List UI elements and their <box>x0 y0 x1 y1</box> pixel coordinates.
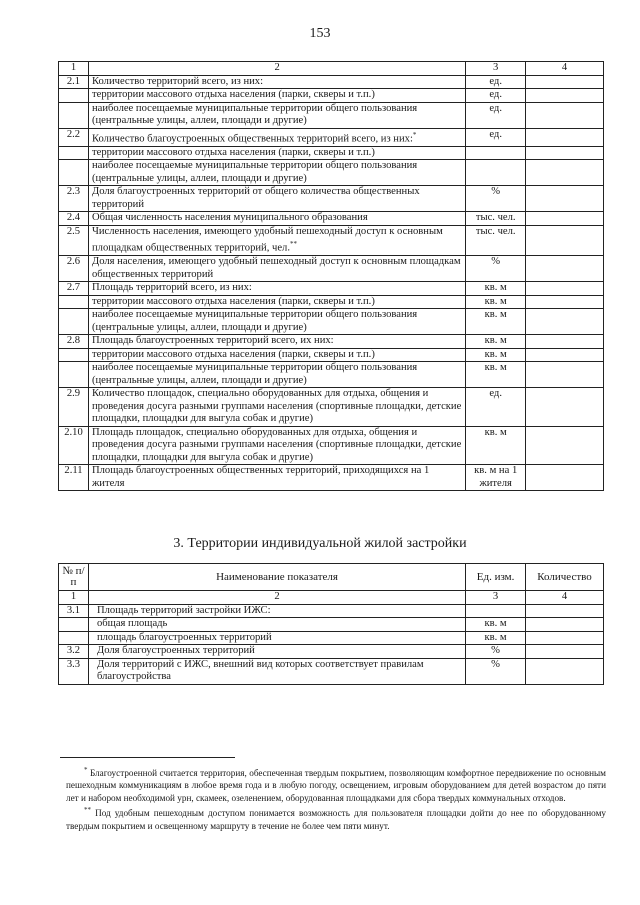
row-name-text: территории массового отдыха населения (парки, скверы и т.п.) <box>91 348 375 360</box>
table-row <box>59 631 604 645</box>
row-unit-text: кв. м <box>484 282 507 294</box>
row-value <box>526 282 604 296</box>
row-unit <box>466 335 526 349</box>
row-value <box>526 75 604 89</box>
row-number-text: 2.4 <box>66 212 81 224</box>
row-name-text: наиболее посещаемые муниципальные территории общего пользования (центральные улицы, аллеи, площади и другие) <box>91 160 418 184</box>
index-cell <box>526 62 604 76</box>
row-name <box>88 128 465 146</box>
row-value <box>526 225 604 256</box>
row-name <box>88 89 465 103</box>
row-unit-text: тыс. чел. <box>475 225 516 237</box>
page-number: 153 <box>309 26 331 41</box>
row-value <box>526 102 604 128</box>
row-name <box>88 618 465 632</box>
row-number-text: 2.2 <box>66 128 81 140</box>
row-name <box>88 282 465 296</box>
row-unit-text: тыс. чел. <box>475 212 516 224</box>
row-name-text: Доля благоустроенных территорий <box>96 645 255 656</box>
row-name <box>88 309 465 335</box>
row-number <box>59 160 89 186</box>
row-value <box>526 160 604 186</box>
row-unit-text: кв. м <box>484 348 507 360</box>
row-name <box>88 388 465 427</box>
index-cell <box>88 62 465 76</box>
table-row <box>59 282 604 296</box>
row-unit <box>466 146 526 160</box>
table-row <box>59 645 604 659</box>
row-unit <box>466 186 526 212</box>
row-unit <box>466 282 526 296</box>
row-unit <box>466 618 526 632</box>
row-name-text: Доля территорий с ИЖС, внешний вид которых соответствует правилам благоустройства <box>96 658 424 682</box>
row-unit-text: % <box>491 186 501 198</box>
row-number <box>59 295 89 309</box>
row-name-text: Доля населения, имеющего удобный пешеходный доступ к основным площадкам общественных территорий <box>91 256 461 280</box>
row-number <box>59 225 89 256</box>
row-name-text: Площадь территорий всего, из них: <box>91 282 252 294</box>
row-unit-text: % <box>491 256 501 268</box>
row-unit-text: ед. <box>489 89 502 100</box>
row-number <box>59 128 89 146</box>
table-row <box>59 295 604 309</box>
row-number <box>59 89 89 103</box>
table-row <box>59 362 604 388</box>
footnotes <box>66 764 606 832</box>
section-title: 3. Территории индивидуальной жилой застройки <box>173 536 467 551</box>
row-unit <box>466 160 526 186</box>
index-cell <box>466 62 526 76</box>
row-name <box>88 295 465 309</box>
table-row <box>59 160 604 186</box>
row-value <box>526 426 604 465</box>
row-number <box>59 658 89 684</box>
row-unit-text: ед. <box>489 75 502 87</box>
row-unit-text: % <box>491 658 500 670</box>
row-value <box>526 631 604 645</box>
row-number <box>59 348 89 362</box>
row-unit-text: кв. м <box>484 631 507 643</box>
row-value <box>526 146 604 160</box>
table-row <box>59 146 604 160</box>
row-number <box>59 631 89 645</box>
row-unit <box>466 295 526 309</box>
row-unit <box>466 309 526 335</box>
row-unit <box>466 631 526 645</box>
row-value <box>526 658 604 684</box>
row-unit-text: кв. м <box>484 618 507 629</box>
row-unit-text: ед. <box>489 128 502 140</box>
row-number-text: 2.9 <box>66 388 81 400</box>
row-name-text: Количество площадок, специально оборудованных для отдыха, общения и проведения досуга разными группами населения (спортивные площадки, детские площадки, площадки для выгула собак и другие) <box>91 388 462 425</box>
footnote-1 <box>66 764 606 804</box>
row-name-text: Площадь территорий застройки ИЖС: <box>96 604 271 616</box>
row-unit <box>466 388 526 427</box>
table-row <box>59 604 604 618</box>
row-unit-text: % <box>491 645 500 656</box>
row-name <box>88 631 465 645</box>
row-name-text: Количество благоустроенных общественных территорий всего, из них: <box>91 133 413 145</box>
row-name-text: Численность населения, имеющего удобный пешеходный доступ к основным площадкам общественных территорий, чел. <box>91 225 443 254</box>
row-name-text: наиболее посещаемые муниципальные территории общего пользования (центральные улицы, аллеи, площади и другие) <box>91 309 418 333</box>
row-name <box>88 102 465 128</box>
row-number-text: 2.1 <box>66 75 81 87</box>
row-value <box>526 604 604 618</box>
footnote-mark: * <box>84 766 88 774</box>
row-number <box>59 335 89 349</box>
row-name-text: Площадь благоустроенных общественных территорий, приходящихся на 1 жителя <box>91 465 430 489</box>
footnote-divider <box>60 757 235 758</box>
header-num: № п/п <box>59 564 89 591</box>
row-value <box>526 388 604 427</box>
row-value <box>526 128 604 146</box>
row-value <box>526 362 604 388</box>
row-unit <box>466 604 526 618</box>
index-cell-text: 2 <box>274 62 280 73</box>
row-name-text: Количество территорий всего, из них: <box>91 75 264 87</box>
row-unit-text: кв. м на 1 жителя <box>474 465 518 489</box>
table-row <box>59 658 604 684</box>
footnote-mark: ** <box>84 806 91 815</box>
index-cell: 3 <box>466 591 526 605</box>
row-unit-text: кв. м <box>484 362 507 374</box>
row-unit-text: кв. м <box>484 426 507 438</box>
row-name <box>88 146 465 160</box>
row-number <box>59 426 89 465</box>
row-name <box>88 212 465 226</box>
footnote-ref: ** <box>290 240 297 249</box>
footnote-text: Благоустроенной считается территория, обеспеченная твердым покрытием, позволяющим комфортное передвижение по основным пешеходным коммуникациям в любое время года и в любую погоду, освещением, игровым оборудованием для детей возрастом до пяти лет и набором необходимой урн, скамеек, озеленением, оборудованная площадками для сбора твердых коммунальных отходов. <box>66 768 606 803</box>
row-name <box>88 160 465 186</box>
row-value <box>526 89 604 103</box>
row-unit <box>466 426 526 465</box>
row-number-text: 3.1 <box>66 604 81 616</box>
table-row <box>59 212 604 226</box>
row-number <box>59 604 89 618</box>
table-row <box>59 89 604 103</box>
row-name-text: площадь благоустроенных территорий <box>96 631 272 643</box>
row-name <box>88 335 465 349</box>
index-cell: 1 <box>59 591 89 605</box>
row-number-text: 2.7 <box>66 282 81 294</box>
row-value <box>526 212 604 226</box>
row-unit <box>466 465 526 491</box>
row-name-text: Площадь благоустроенных территорий всего, их них: <box>91 335 334 347</box>
index-cell: 4 <box>526 591 604 605</box>
index-cell-text: 1 <box>70 62 77 73</box>
footnote-2 <box>66 804 606 832</box>
row-number-text: 3.3 <box>66 658 81 670</box>
row-number <box>59 309 89 335</box>
row-value <box>526 348 604 362</box>
row-name <box>88 348 465 362</box>
row-name <box>88 604 465 618</box>
row-name-text: общая площадь <box>96 618 168 629</box>
row-unit-text: ед. <box>489 102 502 114</box>
row-value <box>526 465 604 491</box>
row-name <box>88 645 465 659</box>
index-cell <box>59 62 89 76</box>
row-unit <box>466 89 526 103</box>
row-number <box>59 212 89 226</box>
row-number-text: 2.11 <box>64 465 83 477</box>
header-qty: Количество <box>526 564 604 591</box>
indicators-table-izhs <box>58 563 604 685</box>
row-name-text: наиболее посещаемые муниципальные территории общего пользования (центральные улицы, аллеи, площади и другие) <box>91 102 418 126</box>
row-unit-text: кв. м <box>484 295 507 307</box>
row-unit-text: кв. м <box>484 309 507 321</box>
row-number-text: 2.6 <box>66 256 81 268</box>
row-unit <box>466 225 526 256</box>
table-row <box>59 465 604 491</box>
table-row <box>59 225 604 256</box>
row-name-text: Доля благоустроенных территорий от общего количества общественных территорий <box>91 186 420 210</box>
row-number-text: 2.8 <box>66 335 81 347</box>
row-name <box>88 658 465 684</box>
table-row <box>59 256 604 282</box>
row-number <box>59 388 89 427</box>
row-number <box>59 618 89 632</box>
row-unit-text: кв. м <box>484 335 507 347</box>
row-name-text: наиболее посещаемые муниципальные территории общего пользования (центральные улицы, аллеи, площади и другие) <box>91 362 418 386</box>
index-cell: 2 <box>88 591 465 605</box>
row-value <box>526 186 604 212</box>
row-unit <box>466 102 526 128</box>
row-value <box>526 309 604 335</box>
row-name <box>88 75 465 89</box>
row-name-text: территории массового отдыха населения (парки, скверы и т.п.) <box>91 146 375 158</box>
footnote-ref: * <box>412 130 417 139</box>
index-row <box>59 591 604 605</box>
row-name-text: Общая численность населения муниципального образования <box>91 212 368 224</box>
row-unit <box>466 645 526 659</box>
table-row <box>59 335 604 349</box>
row-name-text: Площадь площадок, специально оборудованных для отдыха, общения и проведения досуга разными группами населения (спортивные площадки, детские площадки, площадки для выгула собак и другие) <box>91 426 462 463</box>
row-name <box>88 465 465 491</box>
row-name-text: территории массового отдыха населения (парки, скверы и т.п.) <box>91 295 375 307</box>
table-row <box>59 348 604 362</box>
row-unit <box>466 128 526 146</box>
row-value <box>526 618 604 632</box>
row-unit <box>466 212 526 226</box>
table-row <box>59 128 604 146</box>
row-value <box>526 256 604 282</box>
row-unit <box>466 658 526 684</box>
table-row <box>59 102 604 128</box>
table-header-row <box>59 564 604 591</box>
row-number <box>59 282 89 296</box>
row-number <box>59 102 89 128</box>
table-row <box>59 309 604 335</box>
row-number <box>59 146 89 160</box>
index-cell-text: 3 <box>493 62 499 73</box>
table-row <box>59 186 604 212</box>
row-number <box>59 256 89 282</box>
row-value <box>526 295 604 309</box>
row-name <box>88 256 465 282</box>
row-number-text: 2.10 <box>64 426 83 438</box>
table-row <box>59 618 604 632</box>
row-number <box>59 75 89 89</box>
row-number-text: 2.5 <box>66 225 81 237</box>
header-name: Наименование показателя <box>88 564 465 591</box>
row-name-text: территории массового отдыха населения (парки, скверы и т.п.) <box>91 89 375 100</box>
header-unit: Ед. изм. <box>466 564 526 591</box>
row-unit <box>466 256 526 282</box>
indicators-table-public-territories <box>58 61 604 491</box>
table-row <box>59 426 604 465</box>
row-number-text: 3.2 <box>66 645 81 656</box>
row-name <box>88 186 465 212</box>
row-number <box>59 362 89 388</box>
index-row <box>59 62 604 76</box>
row-name <box>88 362 465 388</box>
row-unit-text: ед. <box>489 388 502 400</box>
footnote-text: Под удобным пешеходным доступом понимается возможность для пользователя площадки дойти до нее по оборудованному твердым покрытием и освещенному маршруту в течение не более чем пяти минут. <box>66 808 607 831</box>
row-value <box>526 335 604 349</box>
row-unit <box>466 75 526 89</box>
row-name <box>88 225 465 256</box>
row-number <box>59 645 89 659</box>
row-name <box>88 426 465 465</box>
row-number <box>59 465 89 491</box>
row-number-text: 2.3 <box>66 186 81 198</box>
row-value <box>526 645 604 659</box>
index-cell-text: 4 <box>561 62 568 73</box>
row-unit <box>466 362 526 388</box>
row-unit <box>466 348 526 362</box>
row-number <box>59 186 89 212</box>
table-row <box>59 388 604 427</box>
table-row <box>59 75 604 89</box>
